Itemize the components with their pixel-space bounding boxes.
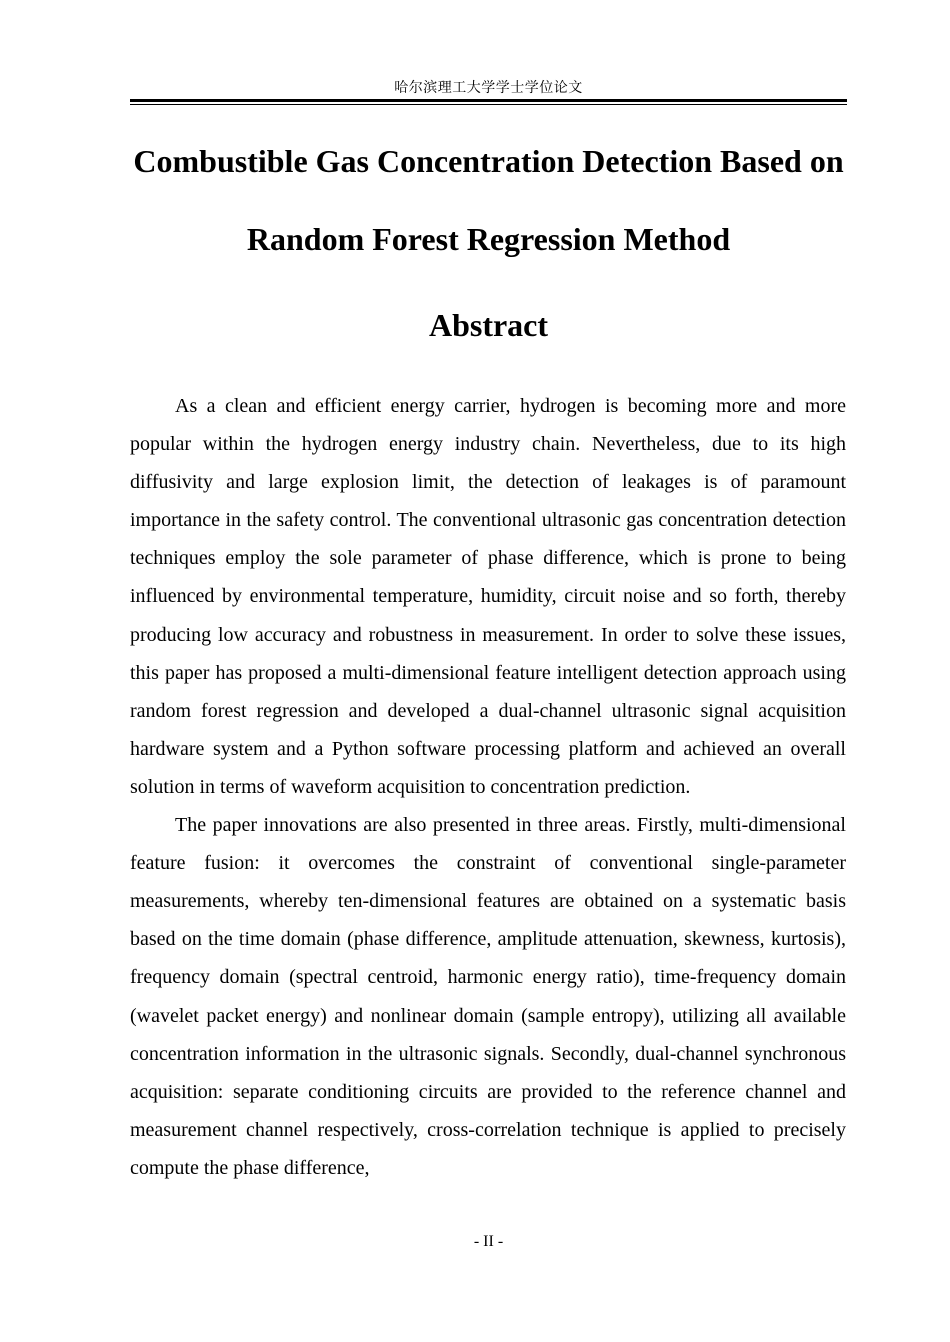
abstract-paragraph-1: As a clean and efficient energy carrier, hydrogen is becoming more and more popular within the hydrogen energy industry chain. Nevertheless, due to its high diffusivity and large explosion limit, the detection of leakages is of paramount importance in the safety control. The conventional ultrasonic gas concentration detection techniques employ the sole parameter of phase difference, which is prone to being influenced by environmental temperature, humidity, circuit noise and so forth, thereby producing low accuracy and robustness in measurement. In order to solve these issues, this paper has proposed a multi-dimensional feature intelligent detection approach using random forest regression and developed a dual-channel ultrasonic signal acquisition hardware system and a Python software processing platform and achieved an overall solution in terms of waveform acquisition to concentration prediction. [130, 395, 846, 798]
abstract-paragraph-2: The paper innovations are also presented in three areas. Firstly, multi-dimensional feature fusion: it overcomes the constraint of conventional single-parameter measurements, whereby ten-dimensional features are obtained on a systematic basis based on the time domain (phase difference, amplitude attenuation, skewness, kurtosis), frequency domain (spectral centroid, harmonic energy ratio), time-frequency domain (wavelet packet energy) and nonlinear domain (sample entropy), utilizing all available concentration information in the ultrasonic signals. Secondly, dual-channel synchronous acquisition: separate conditioning circuits are provided to the reference channel and measurement channel respectively, cross-correlation technique is applied to precisely compute the phase difference, [130, 814, 846, 1179]
page-number: - II - [473, 1233, 504, 1250]
header-rule-thick [130, 99, 847, 102]
abstract-body [130, 387, 846, 1187]
thesis-title: Combustible Gas Concentration Detection Based on Random Forest Regression Method [133, 143, 844, 257]
running-header: 哈尔滨理工大学学士学位论文 [394, 80, 583, 96]
header-rule-thin [130, 104, 847, 105]
abstract-heading: Abstract [428, 307, 549, 343]
